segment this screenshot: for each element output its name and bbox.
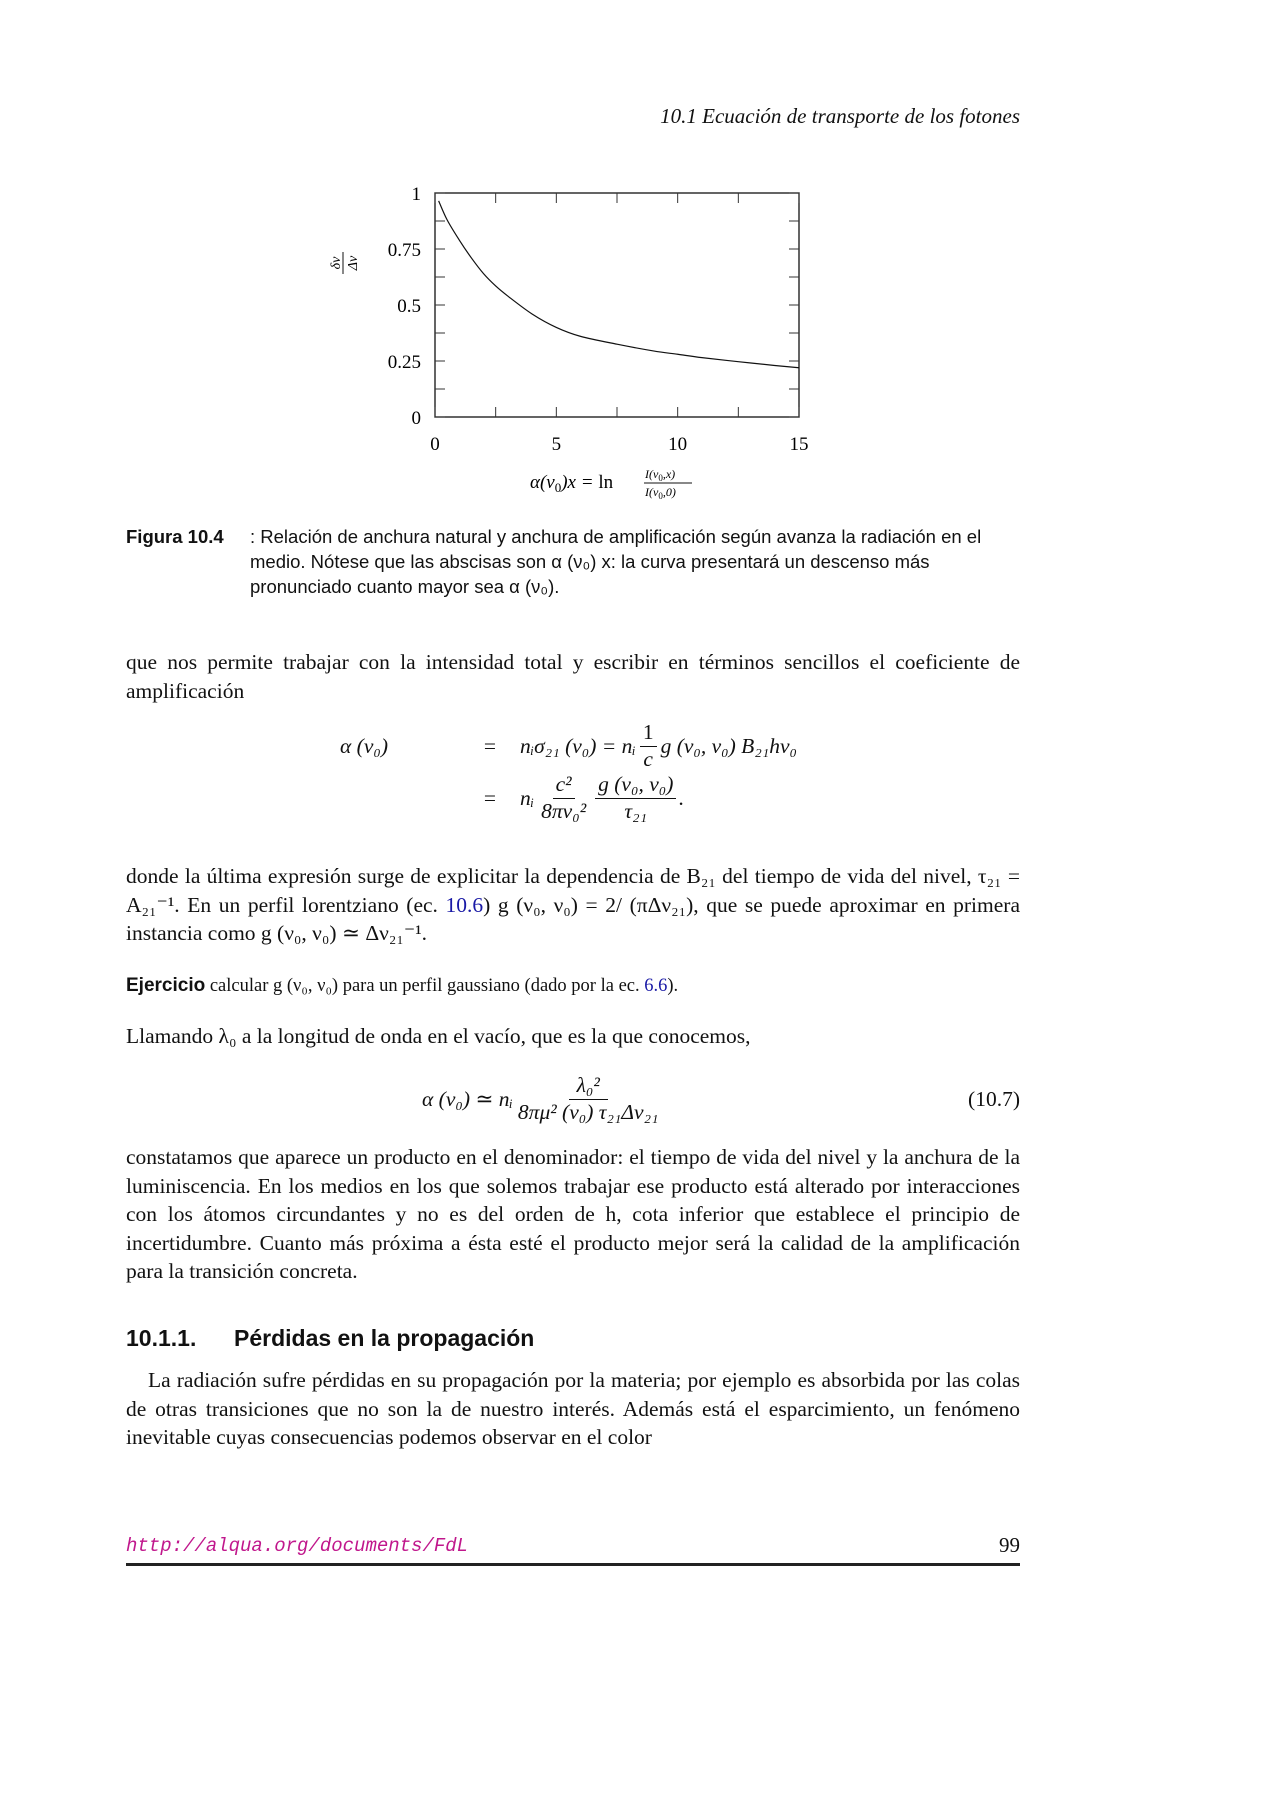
x-tick-label: 15 [789,434,809,455]
series-line [439,201,799,368]
y-axis-label-numerator: δν [329,256,344,270]
equation-number: (10.7) [968,1086,1020,1111]
equation-10-7 [126,1068,1020,1130]
section-number: 10.1.1. [126,1325,197,1351]
caption-label: Figura 10.4 [126,526,224,547]
y-tick-label: 0.25 [387,352,421,373]
caption-text: : Relación de anchura natural y anchura de amplificación según avanza la radiación en el medio. Nótese que las abscisas son α (ν₀) x: la curva presentará un descenso más pronunciado cuanto mayor sea α (ν₀). [250,526,982,597]
x-axis-label [530,467,692,501]
eq-frac3-num: g (ν₀, ν₀) [595,772,676,799]
paragraph-intro: que nos permite trabajar con la intensidad total y escribir en términos sencillos el coeficiente de amplificación [126,650,1020,703]
eq-frac3-den: τ₂₁ [624,798,648,823]
figure-chart [300,160,820,510]
plot-frame [435,193,799,417]
svg-text:I(ν0,0): $I(\nu_0,0)$ [645,485,676,501]
eq-period: . [678,785,684,810]
eq-lhs: α (ν₀) [340,733,388,758]
paragraph-losses: La radiación sufre pérdidas en su propagación por la materia; por ejemplo es absorbida por las colas de otras transiciones que no son la de nuestro interés. Además está el esparcimiento, un fenómeno inevitable cuyas consecuencias podemos observar en el color [126,1368,1020,1449]
eq-equals-2: = [483,785,497,810]
equation-ref-link[interactable]: 10.6 [445,892,484,917]
y-tick-label: 0.75 [387,240,421,261]
section-title: Pérdidas en la propagación [234,1325,535,1351]
exercise [126,970,1020,1001]
eq-frac2-num: c² [553,772,575,799]
paragraph-text: donde la última expresión surge de explicitar la dependencia de B₂₁ del tiempo de vida del nivel, τ₂₁ = A₂₁⁻¹. En un perfil lorentziano (ec. [126,864,1020,917]
running-head: 10.1 Ecuación de transporte de los fotones [660,104,1020,128]
y-axis-label-denominator: Δν [346,255,361,271]
footer-url-link[interactable]: http://alqua.org/documents/FdL [126,1535,469,1557]
eq-equals: = [483,733,497,758]
eq-rhs-a: nᵢσ₂₁ (ν₀) = nᵢ [520,733,636,758]
eq-frac-num: 1 [640,720,657,747]
eq2-num: λ₀² [569,1073,608,1100]
svg-text:I(ν0,x): $I(\nu_0,x)$ [645,467,676,483]
y-tick-label: 1 [411,184,421,205]
section-heading [126,1325,534,1352]
x-tick-label: 5 [551,434,562,455]
eq-rhs-b: g (ν₀, ν₀) B₂₁hν₀ [660,733,798,758]
paragraph-product: constatamos que aparece un producto en el denominador: el tiempo de vida del nivel y la anchura de la luminiscencia. En los medios en los que solemos trabajar ese producto está alterado por interacciones con los átomos circundantes y no es del orden de h, cota inferior que establece el principio de incertidumbre. Cuanto más próxima a ésta esté el producto mejor será la calidad de la amplificación para la transición concreta. [126,1145,1020,1283]
eq2-den: 8πμ² (ν₀) τ₂₁Δν₂₁ [517,1099,659,1124]
paragraph-lambda: Llamando λ₀ a la longitud de onda en el vacío, que es la que conocemos, [126,1024,751,1048]
eq-frac-den: c [643,746,653,771]
eq-frac2-den: 8πν₀² [541,798,587,823]
footer-rule [126,1563,1020,1566]
eq-ni: nᵢ [520,785,535,810]
y-tick-label: 0 [411,408,421,429]
svg-text:α(ν0)x = ln: $\alpha(\nu_0)x = \ln$ [530,472,614,495]
eq2-lhs: α (ν₀) ≃ nᵢ [422,1086,513,1111]
exercise-label: Ejercicio [126,975,206,996]
exercise-text: ). [667,976,679,996]
paragraph-text: ) g (ν₀, ν₀) = 2/ (πΔν₂₁), que se puede aproximar en primera instancia como g (ν₀, ν₀) ≃ Δν₂₁⁻¹. [126,892,1020,945]
y-tick-label: 0.5 [397,296,421,317]
exercise-text: calcular g (ν₀, ν₀) para un perfil gaussiano (dado por la ec. [205,976,645,996]
figure-caption [126,524,1020,599]
equation-ref-link[interactable]: 6.6 [644,976,668,996]
equation-alpha [340,719,840,826]
x-tick-label: 10 [668,434,688,455]
paragraph-lifetime [126,862,1020,948]
page-number: 99 [999,1533,1020,1557]
x-tick-label: 0 [430,434,440,455]
